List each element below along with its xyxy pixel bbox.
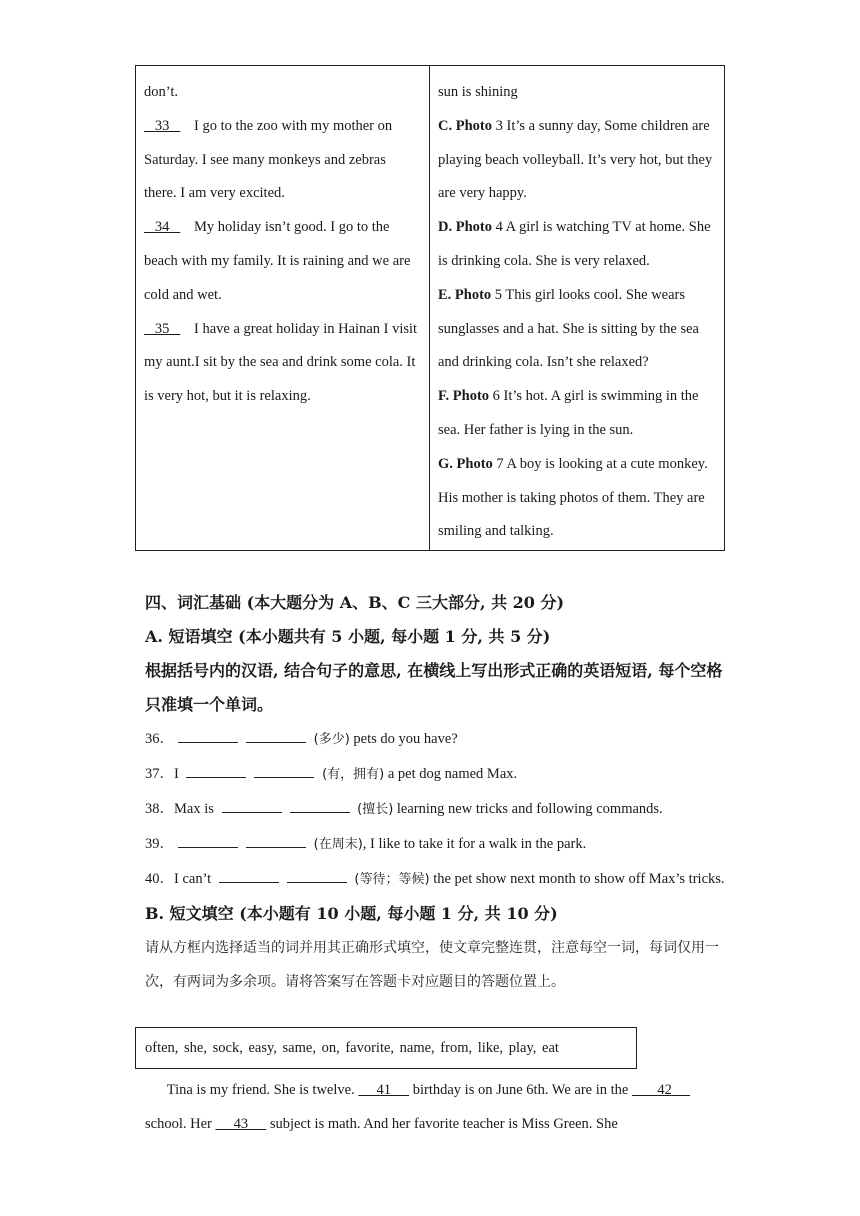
part-b-title: B. 短文填空 (本小题有 10 小题, 每小题 1 分, 共 10 分): [145, 904, 558, 923]
answer-blank-34[interactable]: 34: [154, 219, 170, 236]
blank-39a[interactable]: [178, 833, 238, 848]
left-item-35: 35 I have a great holiday in Hainan I visit my aunt.I sit by the sea and drink some cola. It is very hot, but it is relaxing.: [144, 313, 421, 414]
blank-37a[interactable]: [186, 763, 246, 778]
question-40: 40．I can’t (等待；等候) the pet show next month to show off Max’s tricks.: [145, 862, 725, 897]
section-vocabulary: [145, 586, 725, 999]
blank-37b[interactable]: [254, 763, 314, 778]
blank-40a[interactable]: [219, 868, 279, 883]
question-37: 37．I (有，拥有) a pet dog named Max.: [145, 757, 725, 792]
part-b-instructions: 请从方框内选择适当的词并用其正确形式填空，使文章完整连贯，注意每空一词，每词仅用一次，有两词为多余项。请将答案写在答题卡对应题目的答题位置上。: [145, 940, 719, 990]
passage-blank-43[interactable]: 43: [233, 1116, 249, 1132]
photo-option-d: D. Photo 4 A girl is watching TV at home. She is drinking cola. She is very relaxed.: [438, 219, 711, 269]
blank-36b[interactable]: [246, 728, 306, 743]
answer-blank-33[interactable]: 33: [154, 117, 170, 134]
left-item-33: 33 I go to the zoo with my mother on Saturday. I see many monkeys and zebras there. I am very excited.: [144, 110, 421, 211]
photo-option-e: E. Photo 5 This girl looks cool. She wears sunglasses and a hat. She is sitting by the sea and drinking cola. Isn’t she relaxed?: [438, 286, 699, 371]
left-item-34: 34 My holiday isn’t good. I go to the beach with my family. It is raining and we are cold and wet.: [144, 211, 421, 312]
passage-blank-41[interactable]: 41: [376, 1082, 391, 1098]
blank-38a[interactable]: [222, 798, 282, 813]
matching-table: [135, 65, 725, 551]
left-item: don’t.: [144, 84, 178, 100]
passage-blank-42[interactable]: 42: [657, 1082, 672, 1098]
table-left-column: [136, 66, 430, 550]
part-a-instructions: 根据括号内的汉语, 结合句子的意思, 在横线上写出形式正确的英语短语, 每个空格只准填一个单词。: [145, 661, 723, 714]
part-a-title: A. 短语填空 (本小题共有 5 小题, 每小题 1 分, 共 5 分): [145, 627, 551, 646]
table-right-column: [430, 66, 724, 550]
photo-option-f: F. Photo 6 It’s hot. A girl is swimming in the sea. Her father is lying in the sun.: [438, 388, 699, 438]
blank-38b[interactable]: [290, 798, 350, 813]
passage-text: Tina is my friend. She is twelve. 41 birthday is on June 6th. We are in the 42 school. Her 43 subject is math. And her favorite teacher is Miss Green. She: [145, 1073, 725, 1141]
right-item: sun is shining: [438, 84, 518, 100]
answer-blank-35[interactable]: 35: [154, 320, 170, 337]
question-38: 38．Max is (擅长) learning new tricks and following commands.: [145, 792, 725, 827]
question-36: 36． (多少) pets do you have?: [145, 722, 725, 757]
blank-40b[interactable]: [287, 868, 347, 883]
section-title: 四、词汇基础 (本大题分为 A、B、C 三大部分, 共 20 分): [145, 593, 565, 612]
blank-36a[interactable]: [178, 728, 238, 743]
question-39: 39． (在周末), I like to take it for a walk in the park.: [145, 827, 725, 862]
blank-39b[interactable]: [246, 833, 306, 848]
photo-option-c: C. Photo 3 It’s a sunny day, Some children are playing beach volleyball. It’s very hot, but they are very happy.: [438, 117, 713, 202]
photo-option-g: G. Photo 7 A boy is looking at a cute monkey. His mother is taking photos of them. They are smiling and talking.: [438, 455, 708, 540]
word-box: often, she, sock, easy, same, on, favorite, name, from, like, play, eat: [135, 1027, 637, 1069]
